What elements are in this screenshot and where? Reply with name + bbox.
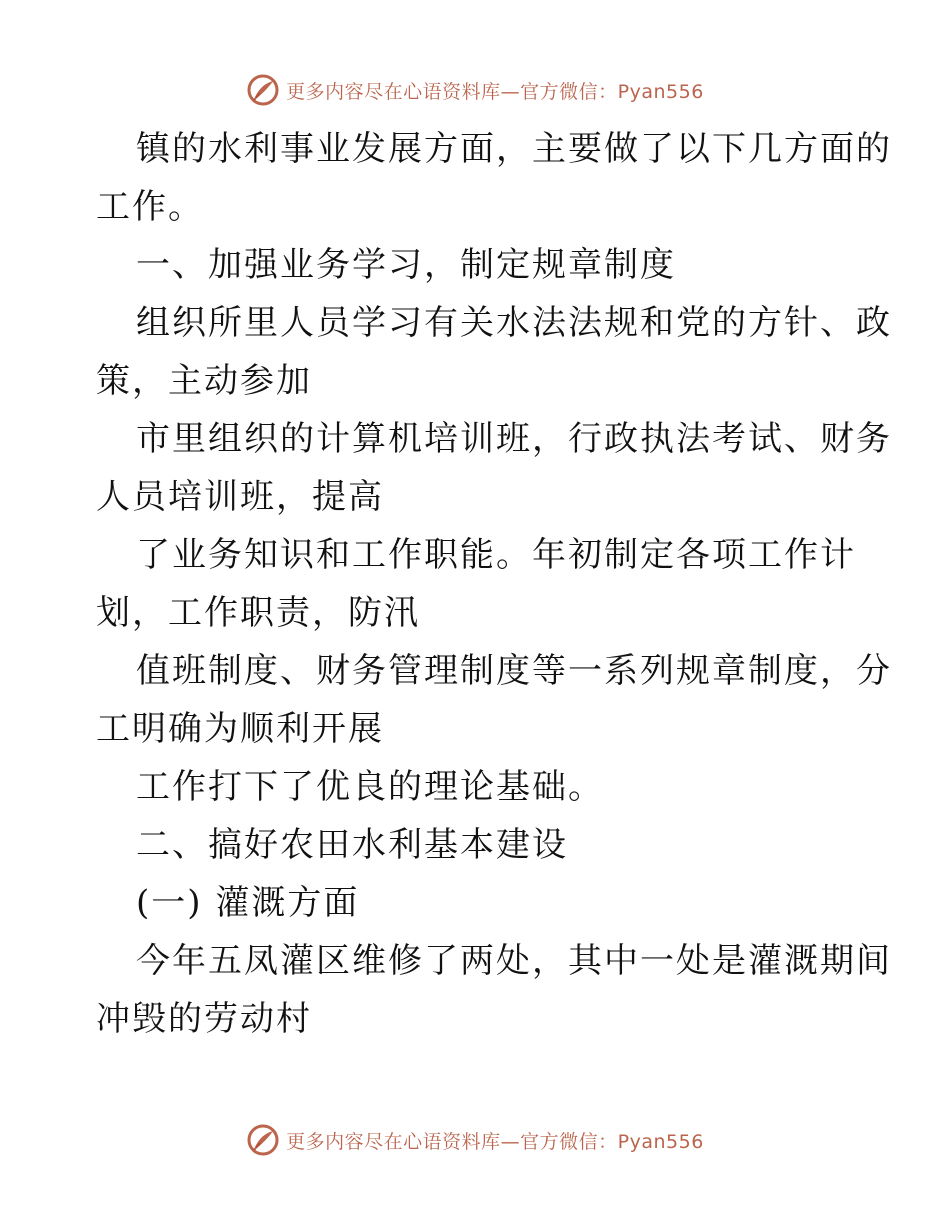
subsection-heading: (一) 灌溉方面	[136, 883, 360, 923]
feather-logo-icon	[246, 1123, 280, 1157]
paragraph-line: 组织所里人员学习有关水法法规和党的方针、政	[136, 303, 892, 343]
watermark-text: 更多内容尽在心语资料库—官方微信：Pyan556	[286, 1130, 704, 1153]
paragraph-line: 镇的水利事业发展方面，主要做了以下几方面的	[136, 129, 892, 169]
paragraph-line: 策，主动参加	[96, 361, 312, 401]
paragraph-line: 了业务知识和工作职能。年初制定各项工作计	[136, 535, 856, 575]
document-body	[96, 120, 892, 1048]
section-heading: 二、搞好农田水利基本建设	[136, 825, 568, 865]
header-watermark	[0, 72, 950, 108]
paragraph-line: 人员培训班，提高	[96, 477, 384, 517]
paragraph-line: 今年五凤灌区维修了两处，其中一处是灌溉期间	[136, 941, 892, 981]
paragraph-line: 市里组织的计算机培训班，行政执法考试、财务	[136, 419, 892, 459]
footer-watermark	[0, 1122, 950, 1158]
paragraph-line: 冲毁的劳动村	[96, 999, 312, 1039]
paragraph-line: 工明确为顺利开展	[96, 709, 384, 749]
paragraph-line: 值班制度、财务管理制度等一系列规章制度，分	[136, 651, 892, 691]
feather-logo-icon	[246, 73, 280, 107]
watermark-text: 更多内容尽在心语资料库—官方微信：Pyan556	[286, 80, 704, 103]
section-heading: 一、加强业务学习，制定规章制度	[136, 245, 676, 285]
paragraph-line: 划，工作职责，防汛	[96, 593, 420, 633]
paragraph-line: 工作。	[96, 187, 204, 227]
paragraph-line: 工作打下了优良的理论基础。	[136, 767, 604, 807]
